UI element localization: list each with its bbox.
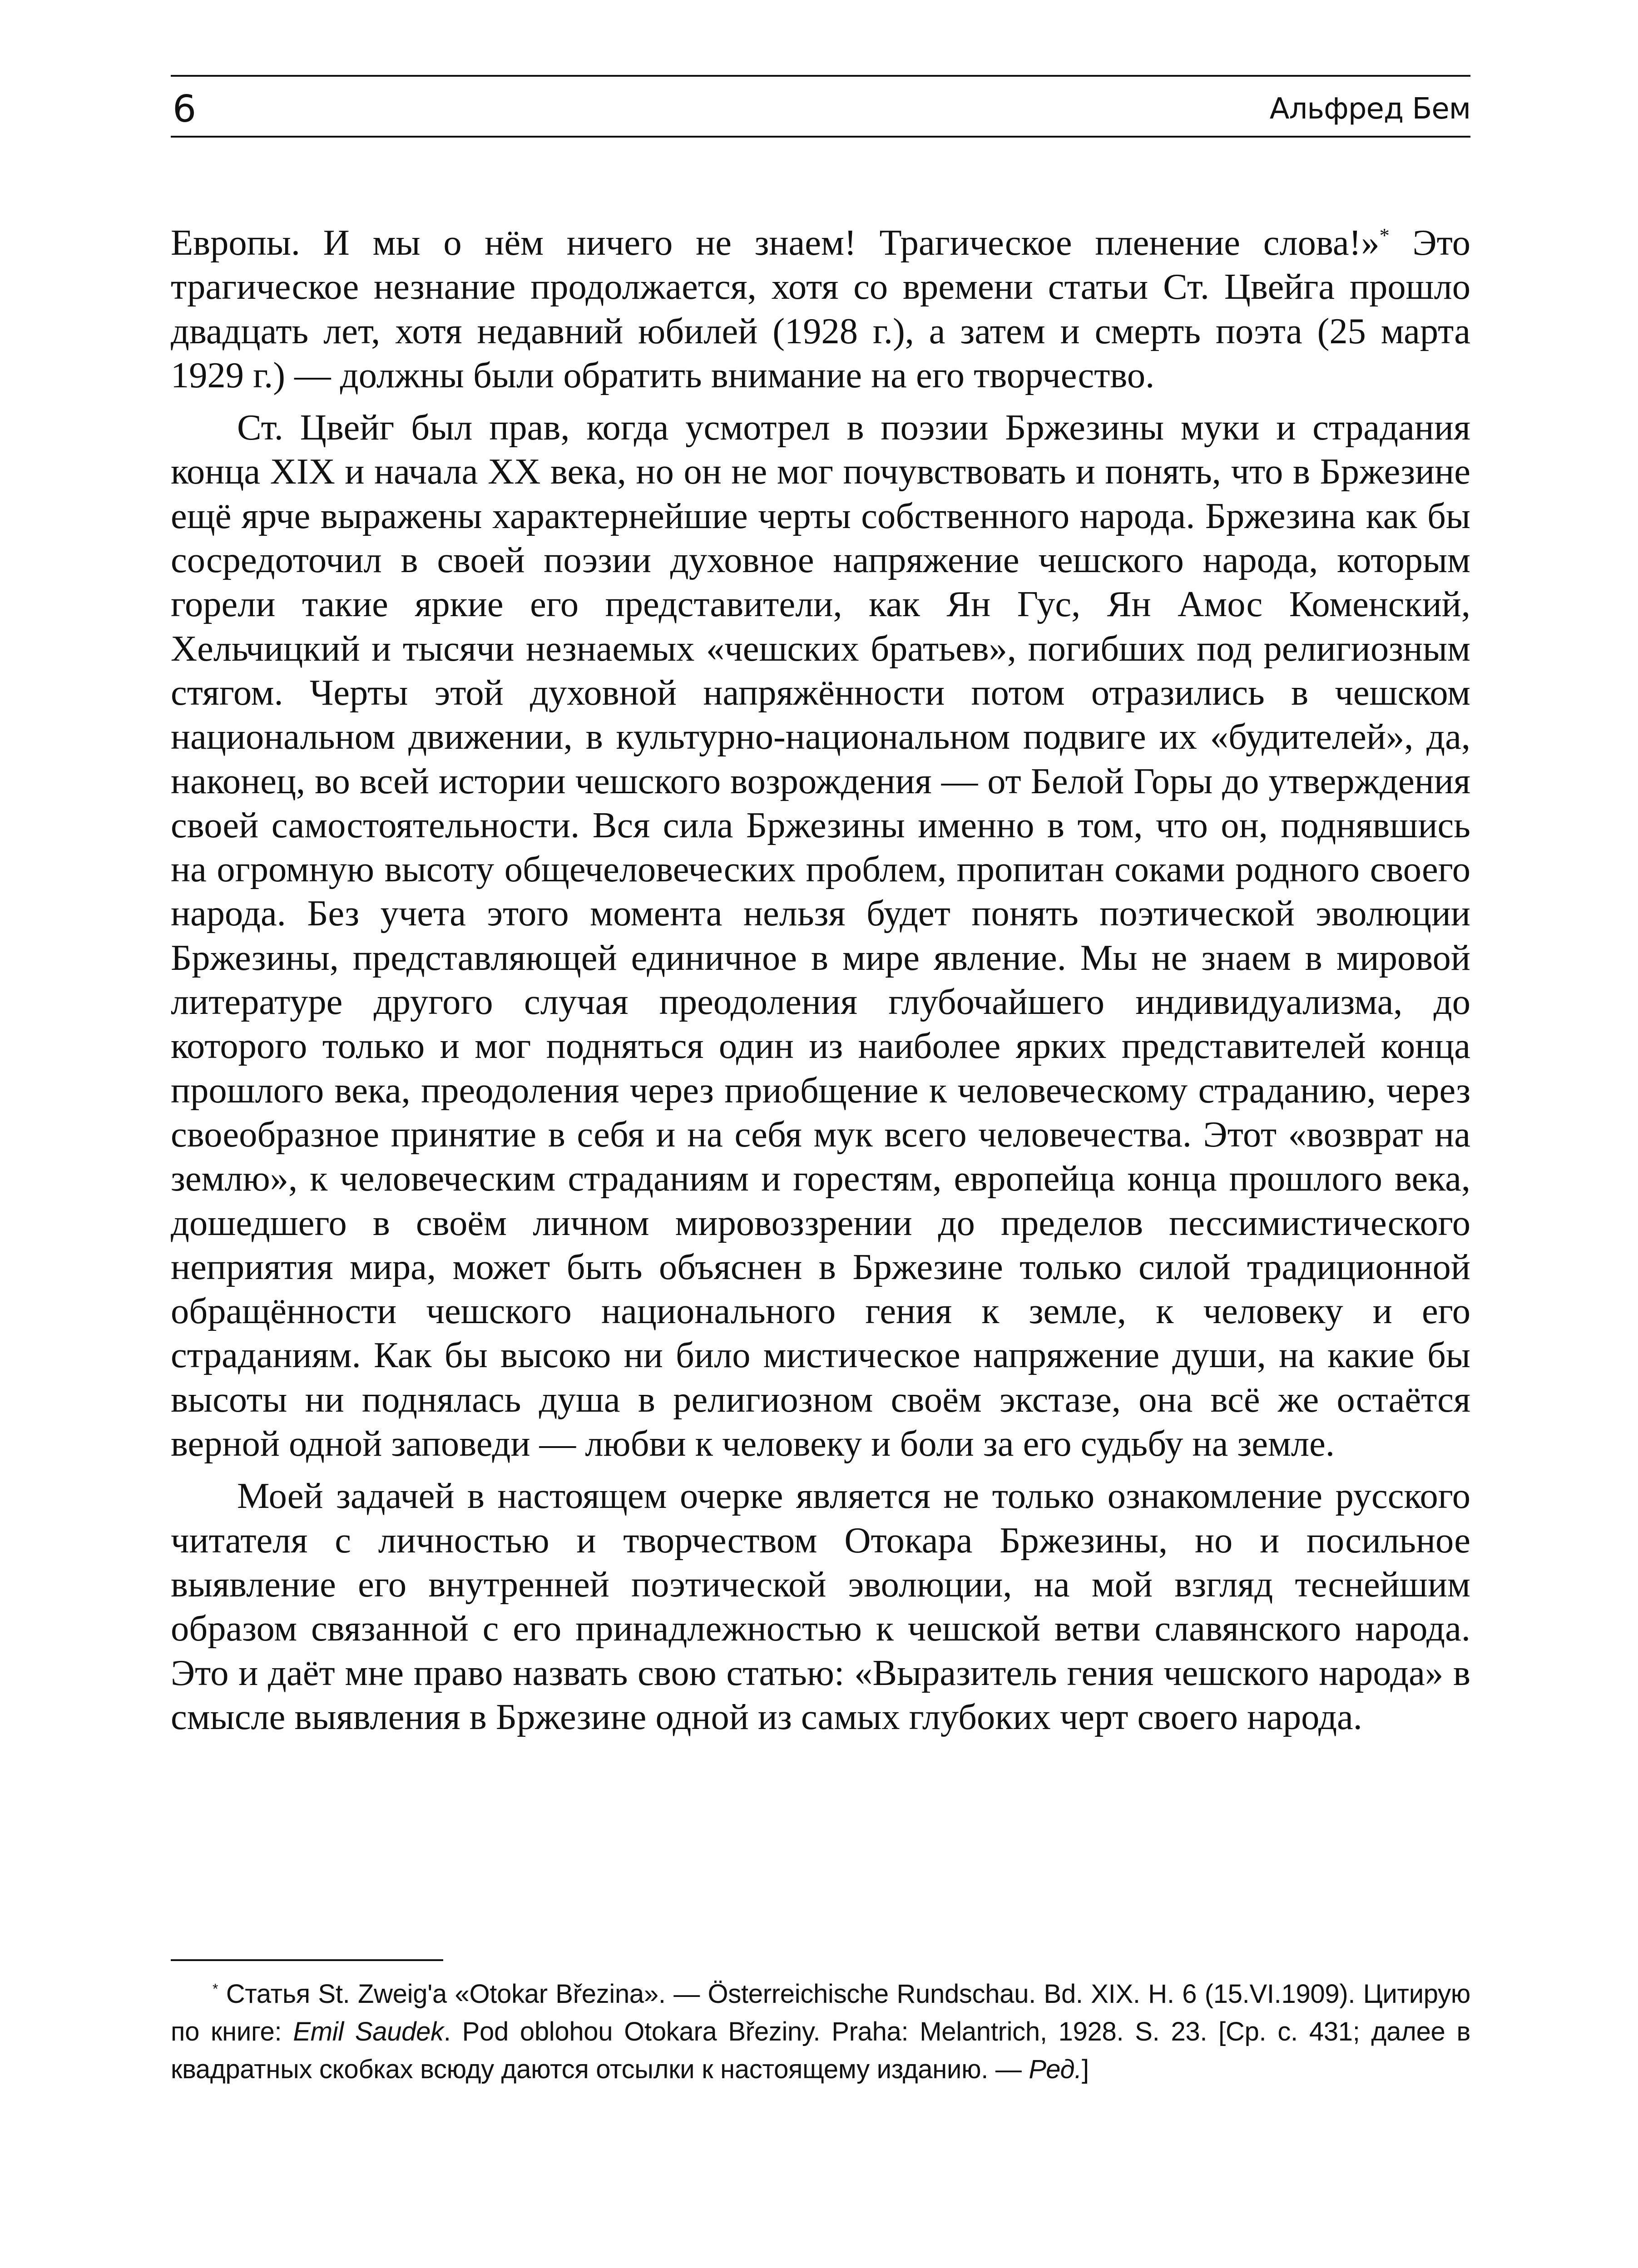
footnote [171,1975,1470,2088]
header-rule-top [171,75,1470,77]
paragraph-3: Моей задачей в настоящем очерке является не только ознакомление русского читателя с личностью и творчеством Отокара Бржезины, но и посильное выявление его внутренней поэтической эволюции, на мой взгляд теснейшим образом связанной с его принадлежностью к чешской ветви славянского народа. Это и даёт мне право назвать свою статью: «Выразитель гения чешского народа» в смысле выявления в Бржезине одной из самых глубоких черт своего народа. [171,1476,1470,1737]
book-page [171,0,1470,2268]
paragraph-1-rest: Это трагическое незнание продолжается, хотя со времени статьи Ст. Цвейга прошло двадцать лет, хотя недавний юбилей (1928 г.), а затем и смерть поэта (25 марта 1929 г.) — должны были обратить внимание на его творчество. [171,222,1471,395]
running-head: Альфред Бем [1269,92,1470,126]
footnote-editor-note: Ред. [1029,2055,1082,2084]
footnote-paragraph [171,1975,1470,2088]
page-header [171,75,1470,138]
footnote-author: Emil Saudek [293,2017,444,2046]
header-rule-bottom [171,136,1470,138]
page-number: 6 [173,88,197,131]
footnote-text-a: Статья St. Zweig'a «Otokar Březina». — Österreichische Rundschau. Bd. XIX. H. 6 (15.VI.1909). Цитирую по книге: [171,1979,1470,2046]
footnote-mark: * [213,1980,218,1997]
footnote-text-b: . Pod oblohou Otokara Březiny. Praha: Melantrich, 1928. S. 23. [Ср. с. 431; далее в квадратных скобках всюду даются отсылки к настоящему изданию. — [171,2017,1470,2084]
footnote-reference-mark: * [1379,224,1390,247]
footnote-text-c: ] [1082,2055,1089,2084]
paragraph-2: Ст. Цвейг был прав, когда усмотрел в поэзии Бржезины муки и страдания конца XIX и начала XX века, но он не мог почувствовать и понять, что в Бржезине ещё ярче выражены характернейшие черты собственного народа. Бржезина как бы сосредоточил в своей поэзии духовное напряжение чешского народа, которым горели такие яркие его представители, как Ян Гус, Ян Амос Коменский, Хельчицкий и тысячи незнаемых «чешских братьев», погибших под религиозным стягом. Черты этой духовной напряжённости потом отразились в чешском национальном движении, в культурно-национальном подвиге их «будителей», да, наконец, во всей истории чешского возрождения — от Белой Горы до утверждения своей самостоятельности. Вся сила Бржезины именно в том, что он, поднявшись на огромную высоту общечеловеческих проблем, пропитан соками родного своего народа. Без учета этого момента нельзя будет понять поэтической эволюции Бржезины, представляющей единичное в мире явление. Мы не знаем в мировой литературе другого случая преодоления глубочайшего индивидуализма, до которого только и мог подняться один из наиболее ярких представителей конца прошлого века, преодоления через приобщение к человеческому страданию, через своеобразное принятие в себя и на себя мук всего человечества. Этот «возврат на землю», к человеческим страданиям и горестям, европейца конца прошлого века, дошедшего в своём личном мировоззрении до пределов пессимистического неприятия мира, может быть объяснен в Бржезине только силой традиционной обращённости чешского национального гения к земле, к человеку и его страданиям. Как бы высоко ни било мистическое напряжение души, на какие бы высоты ни поднялась душа в религиозном своём экстазе, она всё же остаётся верной одной заповеди — любви к человеку и боли за его судьбу на земле. [171,407,1470,1464]
paragraph-1-start: Европы. И мы о нём ничего не знаем! Трагическое пленение слова!» [171,222,1380,263]
footnote-rule [171,1959,443,1961]
main-text [171,221,1470,1739]
paragraph-1 [171,221,1470,397]
